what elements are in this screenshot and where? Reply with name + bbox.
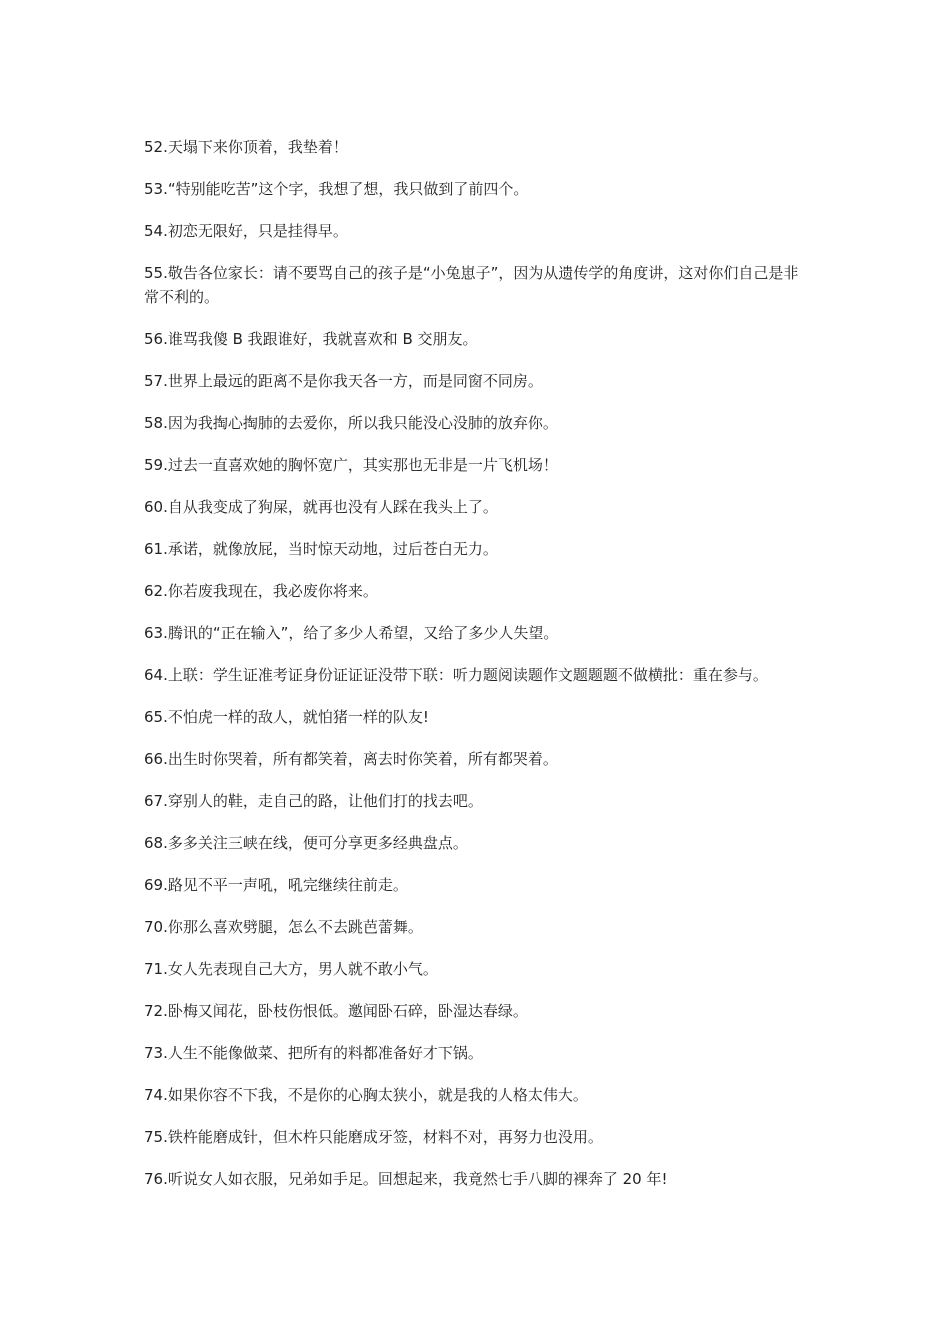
list-item-74: 74.如果你容不下我，不是你的心胸太狭小，就是我的人格太伟大。 [144, 1086, 588, 1104]
joke-list [144, 135, 812, 1209]
list-item-69: 69.路见不平一声吼，吼完继续往前走。 [144, 876, 408, 894]
list-item-65: 65.不怕虎一样的敌人，就怕猪一样的队友! [144, 708, 429, 726]
list-item-64: 64.上联：学生证准考证身份证证证没带下联：听力题阅读题作文题题题不做横批：重在参与。 [144, 666, 768, 684]
list-item-75: 75.铁杵能磨成针，但木杵只能磨成牙签，材料不对，再努力也没用。 [144, 1128, 603, 1146]
list-item-66: 66.出生时你哭着，所有都笑着，离去时你笑着，所有都哭着。 [144, 750, 558, 768]
list-item-70: 70.你那么喜欢劈腿，怎么不去跳芭蕾舞。 [144, 918, 423, 936]
list-item-76: 76.听说女人如衣服，兄弟如手足。回想起来，我竟然七手八脚的裸奔了 20 年! [144, 1170, 668, 1188]
list-item-55: 55.敬告各位家长：请不要骂自己的孩子是“小兔崽子”，因为从遗传学的角度讲，这对你们自己是非常不利的。 [144, 264, 799, 306]
list-item-59: 59.过去一直喜欢她的胸怀宽广，其实那也无非是一片飞机场！ [144, 456, 558, 474]
list-item-63: 63.腾讯的“正在输入”，给了多少人希望，又给了多少人失望。 [144, 624, 559, 642]
list-item-68: 68.多多关注三峡在线，便可分享更多经典盘点。 [144, 834, 468, 852]
list-item-57: 57.世界上最远的距离不是你我天各一方，而是同窗不同房。 [144, 372, 543, 390]
list-item-52: 52.天塌下来你顶着，我垫着！ [144, 138, 348, 156]
list-item-53: 53.“特别能吃苦”这个字，我想了想，我只做到了前四个。 [144, 180, 529, 198]
list-item-54: 54.初恋无限好，只是挂得早。 [144, 222, 348, 240]
list-item-71: 71.女人先表现自己大方，男人就不敢小气。 [144, 960, 438, 978]
list-item-58: 58.因为我掏心掏肺的去爱你，所以我只能没心没肺的放弃你。 [144, 414, 558, 432]
list-item-61: 61.承诺，就像放屁，当时惊天动地，过后苍白无力。 [144, 540, 498, 558]
list-item-56: 56.谁骂我傻 B 我跟谁好，我就喜欢和 B 交朋友。 [144, 330, 478, 348]
list-item-73: 73.人生不能像做菜、把所有的料都准备好才下锅。 [144, 1044, 483, 1062]
list-item-72: 72.卧梅又闻花，卧枝伤恨低。邀闻卧石碎，卧湿达春绿。 [144, 1002, 528, 1020]
list-item-60: 60.自从我变成了狗屎，就再也没有人踩在我头上了。 [144, 498, 498, 516]
list-item-62: 62.你若废我现在，我必废你将来。 [144, 582, 378, 600]
list-item-67: 67.穿别人的鞋，走自己的路，让他们打的找去吧。 [144, 792, 483, 810]
